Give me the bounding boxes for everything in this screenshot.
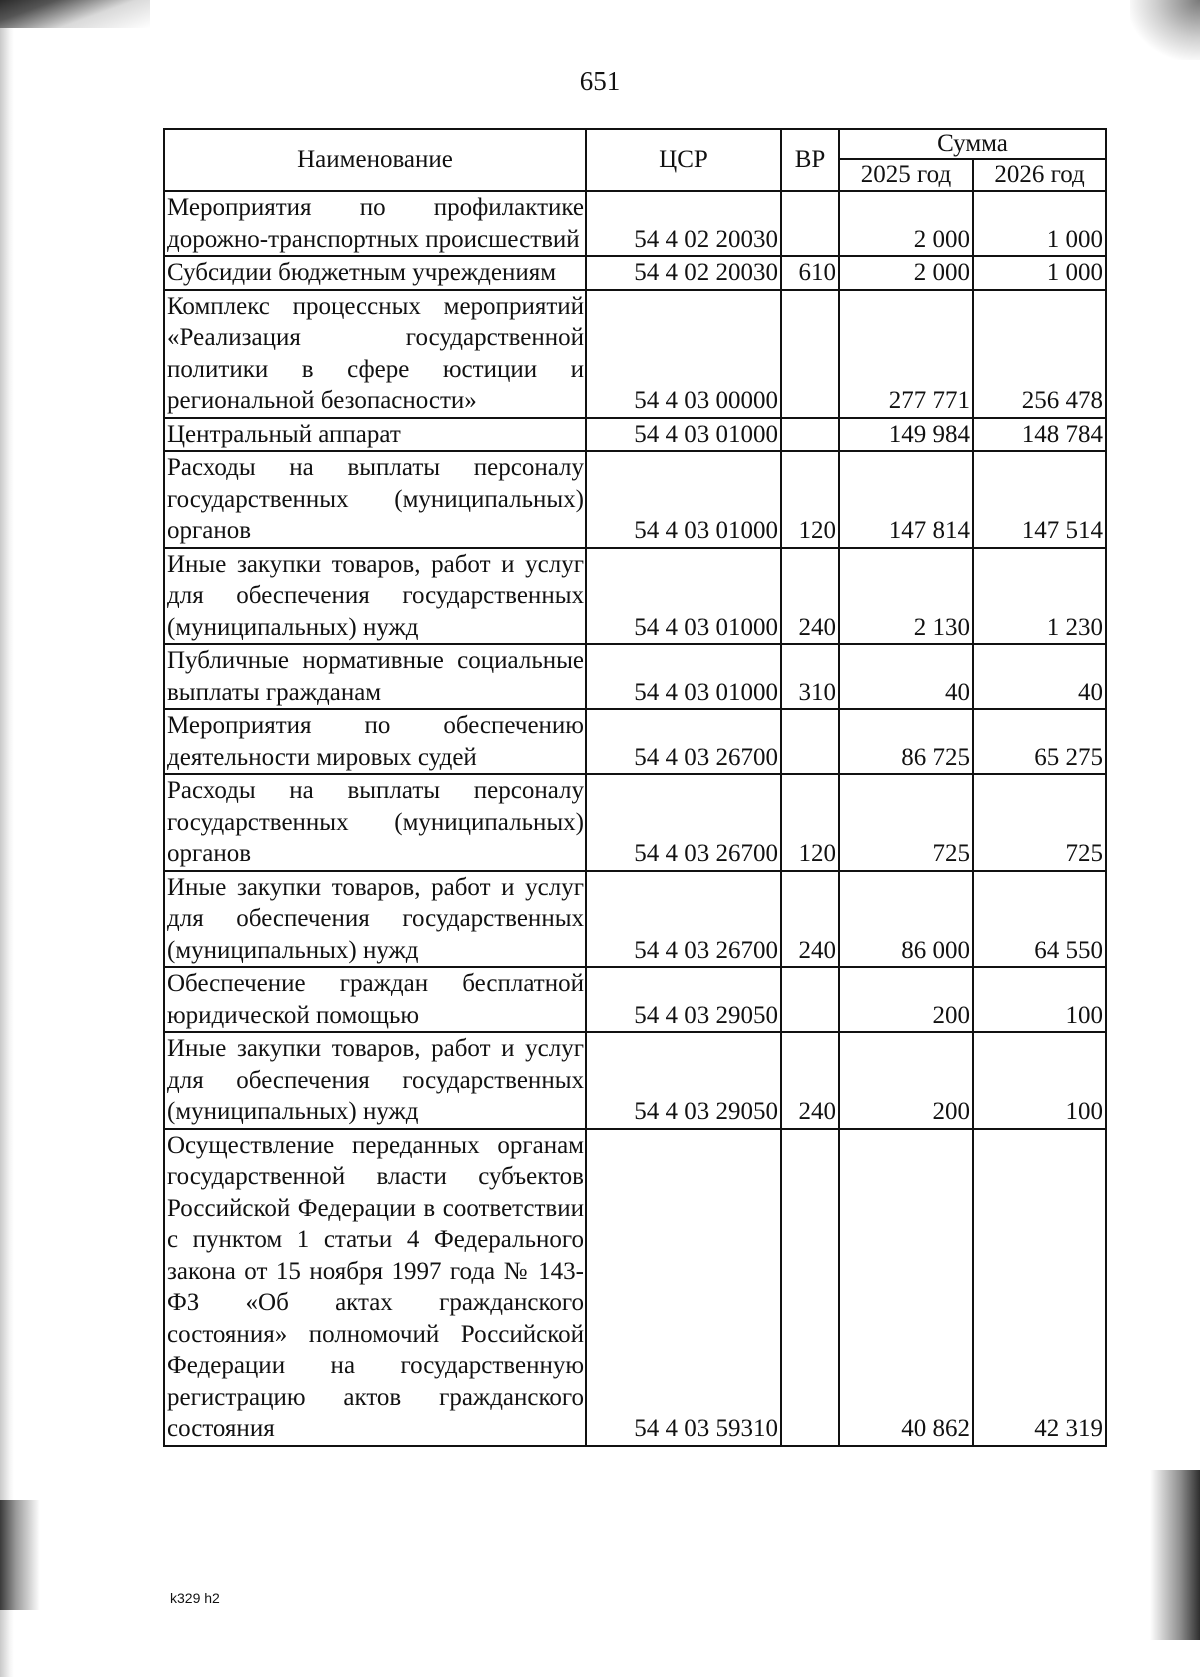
table-row bbox=[164, 451, 1106, 548]
table-row bbox=[164, 418, 1106, 452]
header-name: Наименование bbox=[164, 129, 586, 191]
row-amount-2026-cell: 1 230 bbox=[973, 548, 1106, 645]
row-vr-cell bbox=[781, 290, 839, 418]
row-amount-2025-cell: 277 771 bbox=[839, 290, 973, 418]
row-amount-2025-cell: 86 000 bbox=[839, 871, 973, 968]
row-amount-2026-cell: 147 514 bbox=[973, 451, 1106, 548]
row-csr-cell: 54 4 03 01000 bbox=[586, 548, 781, 645]
row-amount-2025-cell: 200 bbox=[839, 967, 973, 1032]
page-number: 651 bbox=[579, 66, 621, 96]
row-csr-cell: 54 4 03 26700 bbox=[586, 871, 781, 968]
scan-shadow-bottom-right bbox=[1150, 1470, 1200, 1640]
scan-shadow-top-right bbox=[1130, 0, 1200, 60]
row-csr-cell: 54 4 03 26700 bbox=[586, 774, 781, 871]
row-amount-2025-cell: 40 862 bbox=[839, 1129, 973, 1446]
row-amount-2025-cell: 725 bbox=[839, 774, 973, 871]
row-amount-2026-cell: 100 bbox=[973, 1032, 1106, 1129]
row-amount-2026-cell: 725 bbox=[973, 774, 1106, 871]
table-row bbox=[164, 290, 1106, 418]
row-name-cell: Расходы на выплаты персоналу государственных (муниципальных) органов bbox=[164, 774, 586, 871]
row-amount-2026-cell: 64 550 bbox=[973, 871, 1106, 968]
scan-shadow-top-left bbox=[0, 0, 150, 28]
table-row bbox=[164, 1032, 1106, 1129]
header-sum: Сумма bbox=[839, 129, 1106, 159]
table-row bbox=[164, 774, 1106, 871]
table-row bbox=[164, 256, 1106, 290]
row-csr-cell: 54 4 02 20030 bbox=[586, 256, 781, 290]
row-vr-cell bbox=[781, 418, 839, 452]
row-name-cell: Мероприятия по профилактике дорожно-транспортных происшествий bbox=[164, 191, 586, 256]
row-csr-cell: 54 4 03 29050 bbox=[586, 967, 781, 1032]
header-year-2025: 2025 год bbox=[839, 159, 973, 191]
row-name-cell: Мероприятия по обеспечению деятельности мировых судей bbox=[164, 709, 586, 774]
row-vr-cell bbox=[781, 967, 839, 1032]
row-amount-2025-cell: 147 814 bbox=[839, 451, 973, 548]
footer-code: k329 h2 bbox=[170, 1590, 220, 1606]
row-csr-cell: 54 4 02 20030 bbox=[586, 191, 781, 256]
row-amount-2025-cell: 86 725 bbox=[839, 709, 973, 774]
table-row bbox=[164, 191, 1106, 256]
row-vr-cell bbox=[781, 1129, 839, 1446]
row-amount-2026-cell: 42 319 bbox=[973, 1129, 1106, 1446]
table-row bbox=[164, 1129, 1106, 1446]
row-csr-cell: 54 4 03 01000 bbox=[586, 644, 781, 709]
row-name-cell: Расходы на выплаты персоналу государственных (муниципальных) органов bbox=[164, 451, 586, 548]
row-amount-2026-cell: 148 784 bbox=[973, 418, 1106, 452]
table-body bbox=[164, 191, 1106, 1446]
row-name-cell: Обеспечение граждан бесплатной юридической помощью bbox=[164, 967, 586, 1032]
scan-shadow-left bbox=[0, 0, 14, 1677]
row-amount-2025-cell: 2 000 bbox=[839, 256, 973, 290]
row-vr-cell bbox=[781, 709, 839, 774]
row-vr-cell: 120 bbox=[781, 774, 839, 871]
row-amount-2026-cell: 256 478 bbox=[973, 290, 1106, 418]
row-csr-cell: 54 4 03 59310 bbox=[586, 1129, 781, 1446]
row-vr-cell: 240 bbox=[781, 548, 839, 645]
table-row bbox=[164, 967, 1106, 1032]
row-vr-cell: 120 bbox=[781, 451, 839, 548]
row-name-cell: Иные закупки товаров, работ и услуг для обеспечения государственных (муниципальных) нужд bbox=[164, 871, 586, 968]
header-vr: ВР bbox=[781, 129, 839, 191]
row-vr-cell bbox=[781, 191, 839, 256]
row-amount-2026-cell: 1 000 bbox=[973, 256, 1106, 290]
table-row bbox=[164, 871, 1106, 968]
row-name-cell: Иные закупки товаров, работ и услуг для обеспечения государственных (муниципальных) нужд bbox=[164, 1032, 586, 1129]
row-amount-2025-cell: 2 130 bbox=[839, 548, 973, 645]
row-amount-2025-cell: 2 000 bbox=[839, 191, 973, 256]
row-amount-2025-cell: 200 bbox=[839, 1032, 973, 1129]
table-row bbox=[164, 644, 1106, 709]
row-amount-2026-cell: 1 000 bbox=[973, 191, 1106, 256]
row-csr-cell: 54 4 03 01000 bbox=[586, 451, 781, 548]
row-name-cell: Комплекс процессных мероприятий «Реализация государственной политики в сфере юстиции и региональной безопасности» bbox=[164, 290, 586, 418]
table-header bbox=[164, 129, 1106, 191]
row-csr-cell: 54 4 03 01000 bbox=[586, 418, 781, 452]
row-amount-2026-cell: 40 bbox=[973, 644, 1106, 709]
row-vr-cell: 240 bbox=[781, 1032, 839, 1129]
table-row bbox=[164, 548, 1106, 645]
row-amount-2025-cell: 40 bbox=[839, 644, 973, 709]
row-amount-2026-cell: 65 275 bbox=[973, 709, 1106, 774]
row-vr-cell: 240 bbox=[781, 871, 839, 968]
row-csr-cell: 54 4 03 00000 bbox=[586, 290, 781, 418]
row-amount-2025-cell: 149 984 bbox=[839, 418, 973, 452]
budget-table bbox=[163, 128, 1107, 1447]
row-vr-cell: 610 bbox=[781, 256, 839, 290]
table-row bbox=[164, 709, 1106, 774]
row-vr-cell: 310 bbox=[781, 644, 839, 709]
row-name-cell: Иные закупки товаров, работ и услуг для обеспечения государственных (муниципальных) нужд bbox=[164, 548, 586, 645]
row-csr-cell: 54 4 03 29050 bbox=[586, 1032, 781, 1129]
scan-shadow-bottom-left bbox=[0, 1500, 40, 1610]
row-csr-cell: 54 4 03 26700 bbox=[586, 709, 781, 774]
row-amount-2026-cell: 100 bbox=[973, 967, 1106, 1032]
row-name-cell: Центральный аппарат bbox=[164, 418, 586, 452]
row-name-cell: Субсидии бюджетным учреждениям bbox=[164, 256, 586, 290]
row-name-cell: Осуществление переданных органам государственной власти субъектов Российской Федерации в соответствии с пунктом 1 статьи 4 Федерального закона от 15 ноября 1997 года № 143-ФЗ «Об актах гражданского состояния» полномочий Российской Федерации на государственную регистрацию актов гражданского состояния bbox=[164, 1129, 586, 1446]
row-name-cell: Публичные нормативные социальные выплаты гражданам bbox=[164, 644, 586, 709]
header-year-2026: 2026 год bbox=[973, 159, 1106, 191]
header-csr: ЦСР bbox=[586, 129, 781, 191]
